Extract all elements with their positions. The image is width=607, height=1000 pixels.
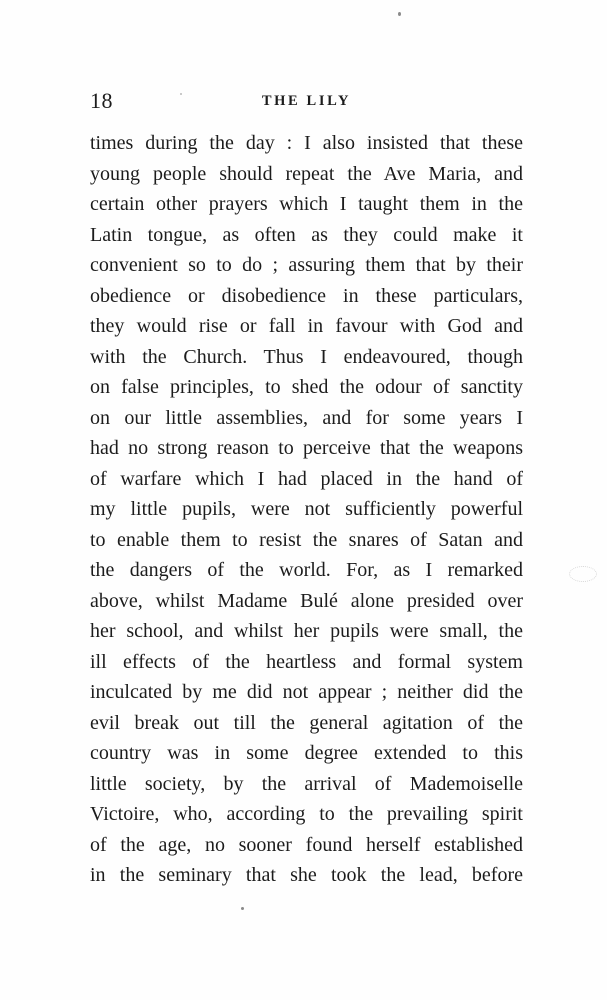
- text-line: ill effects of the heartless and formal system: [90, 650, 523, 673]
- text-line: obedience or disobedience in these particulars,: [90, 284, 523, 307]
- running-head: THE LILY: [261, 93, 352, 109]
- text-line: her school, and whilst her pupils were small, the: [90, 620, 523, 642]
- text-line: the dangers of the world. For, as I remarked: [90, 559, 523, 581]
- text-line: of warfare which I had placed in the hand of: [90, 467, 523, 490]
- text-line: they would rise or fall in favour with God and: [90, 315, 523, 337]
- text-line: on our little assemblies, and for some years I: [90, 406, 523, 429]
- text-line: of the age, no sooner found herself established: [90, 833, 523, 856]
- text-line: my little pupils, were not sufficiently powerful: [90, 498, 523, 520]
- text-line: with the Church. Thus I endeavoured, though: [90, 345, 523, 368]
- ink-speck: [180, 93, 182, 95]
- ink-speck: [398, 12, 401, 16]
- text-line: country was in some degree extended to this: [90, 742, 523, 764]
- text-line: young people should repeat the Ave Maria, and: [90, 162, 523, 185]
- text-line: evil break out till the general agitation of the: [90, 711, 523, 734]
- text-line: to enable them to resist the snares of Satan and: [90, 528, 523, 551]
- text-line: had no strong reason to perceive that the weapons: [90, 437, 523, 459]
- text-line: on false principles, to shed the odour of sanctity: [90, 376, 523, 398]
- body-text: [90, 128, 523, 891]
- text-line: Latin tongue, as often as they could make it: [90, 223, 523, 246]
- text-line: little society, by the arrival of Mademoiselle: [90, 772, 523, 795]
- text-line: Victoire, who, according to the prevailing spirit: [90, 803, 523, 825]
- margin-mark: [569, 566, 597, 582]
- text-line: inculcated by me did not appear ; neither did the: [90, 681, 523, 703]
- text-line: convenient so to do ; assuring them that by their: [90, 254, 523, 276]
- text-line: times during the day : I also insisted that these: [90, 132, 523, 154]
- page-header: [90, 88, 523, 116]
- text-line: in the seminary that she took the lead, before: [90, 864, 523, 886]
- page-number: 18: [90, 88, 113, 113]
- ink-speck: [241, 907, 244, 910]
- text-line: above, whilst Madame Bulé alone presided over: [90, 589, 523, 612]
- text-line: certain other prayers which I taught them in the: [90, 193, 523, 215]
